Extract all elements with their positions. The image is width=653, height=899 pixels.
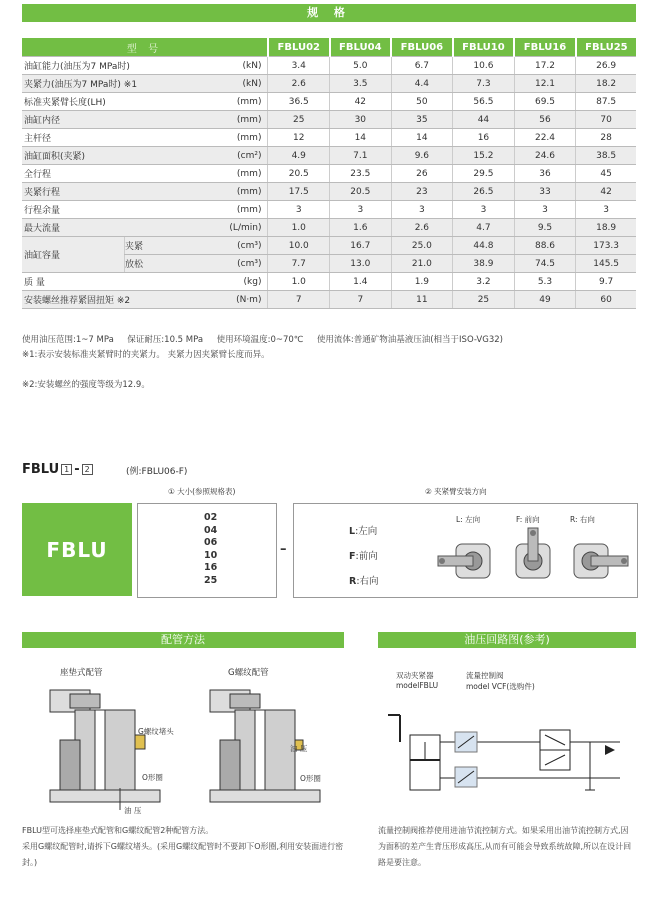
row-unit: (mm)	[185, 201, 268, 219]
table-cell: 2.6	[268, 75, 330, 93]
direction-option: L:左向	[349, 526, 378, 537]
row-label: 全行程	[22, 165, 185, 183]
table-cell: 74.5	[514, 255, 576, 273]
row-unit: (N·m)	[185, 291, 268, 309]
table-cell: 23.5	[330, 165, 392, 183]
row-unit: (mm)	[185, 165, 268, 183]
model-name-box	[22, 503, 132, 596]
table-cell: 29.5	[453, 165, 515, 183]
table-cell: 20.5	[330, 183, 392, 201]
row-label: 主杆径	[22, 129, 185, 147]
table-row	[22, 129, 636, 147]
table-row	[22, 219, 636, 237]
table-cell: 16.7	[330, 237, 392, 255]
model-box-1: 1	[61, 464, 72, 475]
table-cell: 69.5	[514, 93, 576, 111]
size-option: 06	[204, 537, 218, 548]
table-cell: 12	[268, 129, 330, 147]
table-row	[22, 147, 636, 165]
table-row	[22, 57, 636, 75]
table-row	[22, 165, 636, 183]
table-cell: 36.5	[268, 93, 330, 111]
table-cell: 44	[453, 111, 515, 129]
table-cell: 7.1	[330, 147, 392, 165]
table-cell: 3.5	[330, 75, 392, 93]
row-unit: (mm)	[185, 111, 268, 129]
table-cell: 44.8	[453, 237, 515, 255]
clamp-right-icon	[574, 544, 628, 578]
oil-in-label-left: 油 压	[124, 806, 142, 815]
table-cell: 30	[330, 111, 392, 129]
table-cell: 173.3	[576, 237, 636, 255]
table-row	[22, 111, 636, 129]
row-unit: (kg)	[185, 273, 268, 291]
model-code-text: FBLU	[22, 462, 60, 477]
table-cell: 9.6	[391, 147, 453, 165]
table-header-row	[22, 38, 636, 57]
row-unit: (mm)	[185, 129, 268, 147]
table-cell: 16	[453, 129, 515, 147]
piping-right-title: G螺纹配管	[228, 668, 269, 678]
valve-label-2: model VCF(选购件)	[466, 682, 535, 691]
table-cell: 3	[514, 201, 576, 219]
row-unit: (kN)	[185, 57, 268, 75]
row-unit: (kN)	[185, 75, 268, 93]
size-label: ① 大小(参照规格表)	[168, 487, 236, 496]
dir-label: ② 夹紧臂安装方向	[425, 487, 487, 496]
table-cell: 10.0	[268, 237, 330, 255]
row-sublabel: 夹紧	[125, 237, 186, 255]
direction-list	[349, 519, 379, 594]
spec-table	[22, 38, 636, 309]
clamp-front-icon	[516, 528, 550, 578]
direction-box	[293, 503, 638, 598]
table-cell: 35	[391, 111, 453, 129]
table-cell: 4.7	[453, 219, 515, 237]
table-cell: 2.6	[391, 219, 453, 237]
hyphen: –	[280, 542, 287, 557]
piping-left-title: 座垫式配管	[60, 668, 103, 678]
row-label: 油缸容量	[22, 237, 125, 273]
row-label: 夹紧力(油压为7 MPa时) ※1	[22, 75, 185, 93]
table-cell: 70	[576, 111, 636, 129]
table-cell: 145.5	[576, 255, 636, 273]
table-cell: 33	[514, 183, 576, 201]
circuit-title-bar	[378, 632, 636, 648]
table-header-cell: FBLU02	[268, 38, 330, 57]
table-cell: 87.5	[576, 93, 636, 111]
table-cell: 56	[514, 111, 576, 129]
table-cell: 38.9	[453, 255, 515, 273]
table-cell: 25	[453, 291, 515, 309]
table-cell: 17.2	[514, 57, 576, 75]
table-cell: 38.5	[576, 147, 636, 165]
table-cell: 12.1	[514, 75, 576, 93]
table-cell: 50	[391, 93, 453, 111]
row-label: 夹紧行程	[22, 183, 185, 201]
table-header-cell: 型 号	[22, 38, 268, 57]
table-cell: 1.9	[391, 273, 453, 291]
table-cell: 23	[391, 183, 453, 201]
piping-para-2: 采用G螺纹配管时,请拆下G螺纹堵头。(采用G螺纹配管时不要卸下O形圈,利用安装面进行密封。)	[22, 842, 344, 867]
size-option: 25	[204, 574, 218, 586]
clamp-label-1: 双动夹紧器	[396, 671, 434, 680]
piping-para-1: FBLU型可选择座垫式配管和G螺纹配管2种配管方法。	[22, 826, 214, 835]
piping-title-bar	[22, 632, 344, 648]
table-header-cell: FBLU25	[576, 38, 636, 57]
table-cell: 7.7	[268, 255, 330, 273]
row-unit: (mm)	[185, 183, 268, 201]
table-cell: 9.7	[576, 273, 636, 291]
table-cell: 10.6	[453, 57, 515, 75]
table-row	[22, 291, 636, 309]
size-box	[137, 503, 277, 598]
table-cell: 1.4	[330, 273, 392, 291]
table-cell: 17.5	[268, 183, 330, 201]
model-box-2: 2	[82, 464, 93, 475]
dir-icon-label: R: 右向	[570, 515, 595, 524]
note-line-2: ※1:表示安装标准夹紧臂时的夹紧力。 夹紧力因夹紧臂长度而异。	[22, 350, 270, 360]
table-cell: 6.7	[391, 57, 453, 75]
oil-in-label-right: 油 压	[290, 744, 308, 753]
size-option: 16	[204, 562, 218, 573]
size-option: 02	[204, 512, 218, 523]
size-list	[204, 512, 217, 587]
note-line-3: ※2:安装螺丝的强度等级为12.9。	[22, 380, 150, 390]
valve-label-1: 流量控制阀	[466, 671, 504, 680]
table-cell: 18.9	[576, 219, 636, 237]
table-header-cell: FBLU04	[330, 38, 392, 57]
table-cell: 14	[330, 129, 392, 147]
row-unit: (L/min)	[185, 219, 268, 237]
row-label: 油缸面积(夹紧)	[22, 147, 185, 165]
model-dash: -	[74, 462, 80, 477]
table-cell: 3.2	[453, 273, 515, 291]
row-unit: (cm²)	[185, 147, 268, 165]
dir-icon-label: L: 左向	[456, 515, 481, 524]
table-cell: 3	[330, 201, 392, 219]
circuit-diagram	[380, 690, 636, 805]
table-cell: 3	[268, 201, 330, 219]
direction-option: R:右向	[349, 576, 379, 587]
size-option: 10	[204, 549, 218, 561]
circuit-title: 油压回路图(参考)	[464, 633, 550, 646]
table-cell: 88.6	[514, 237, 576, 255]
table-cell: 26	[391, 165, 453, 183]
table-cell: 56.5	[453, 93, 515, 111]
table-cell: 26.5	[453, 183, 515, 201]
table-cell: 45	[576, 165, 636, 183]
table-cell: 4.4	[391, 75, 453, 93]
table-cell: 1.6	[330, 219, 392, 237]
table-row	[22, 273, 636, 291]
table-cell: 7.3	[453, 75, 515, 93]
plug-label: G螺纹堵头	[138, 727, 174, 736]
table-row	[22, 75, 636, 93]
table-header-cell: FBLU10	[453, 38, 515, 57]
table-cell: 20.5	[268, 165, 330, 183]
table-cell: 5.0	[330, 57, 392, 75]
direction-option: F:前向	[349, 551, 378, 562]
table-row	[22, 183, 636, 201]
table-header-cell: FBLU06	[391, 38, 453, 57]
table-row	[22, 201, 636, 219]
table-row	[22, 93, 636, 111]
spec-title: 规 格	[307, 6, 351, 19]
row-unit: (mm)	[185, 93, 268, 111]
table-cell: 1.0	[268, 273, 330, 291]
row-label: 标准夹紧臂长度(LH)	[22, 93, 185, 111]
dir-icons	[434, 526, 634, 592]
row-label: 行程余量	[22, 201, 185, 219]
table-cell: 26.9	[576, 57, 636, 75]
table-cell: 7	[330, 291, 392, 309]
table-cell: 1.0	[268, 219, 330, 237]
clamp-left-icon	[438, 544, 490, 578]
table-cell: 60	[576, 291, 636, 309]
note-line-1: 使用油压范围:1~7 MPa 保证耐压:10.5 MPa 使用环境温度:0~70℃ 使用流体:普通矿物油基液压油(相当于ISO-VG32)	[22, 335, 503, 345]
table-cell: 14	[391, 129, 453, 147]
table-cell: 42	[330, 93, 392, 111]
row-label: 最大流量	[22, 219, 185, 237]
clamp-seat-drawing	[50, 690, 160, 810]
table-cell: 9.5	[514, 219, 576, 237]
piping-title: 配管方法	[161, 633, 205, 646]
table-row	[22, 237, 636, 255]
model-code	[22, 462, 93, 477]
row-label: 油缸内径	[22, 111, 185, 129]
clamp-label-2: modelFBLU	[396, 681, 439, 690]
table-cell: 22.4	[514, 129, 576, 147]
table-cell: 11	[391, 291, 453, 309]
table-cell: 24.6	[514, 147, 576, 165]
oring-label-left: O形圈	[142, 773, 163, 782]
model-example: (例:FBLU06-F)	[126, 467, 188, 477]
row-label: 质 量	[22, 273, 185, 291]
table-cell: 42	[576, 183, 636, 201]
table-cell: 36	[514, 165, 576, 183]
table-cell: 25	[268, 111, 330, 129]
oring-label-right: O形圈	[300, 774, 321, 783]
table-cell: 3.4	[268, 57, 330, 75]
size-option: 04	[204, 524, 218, 536]
table-cell: 3	[453, 201, 515, 219]
model-name: FBLU	[46, 537, 108, 562]
table-cell: 28	[576, 129, 636, 147]
table-cell: 15.2	[453, 147, 515, 165]
row-unit: (cm³)	[185, 255, 268, 273]
table-cell: 5.3	[514, 273, 576, 291]
table-cell: 49	[514, 291, 576, 309]
table-cell: 7	[268, 291, 330, 309]
table-cell: 4.9	[268, 147, 330, 165]
table-cell: 13.0	[330, 255, 392, 273]
piping-drawing	[40, 680, 330, 815]
table-cell: 21.0	[391, 255, 453, 273]
table-cell: 3	[391, 201, 453, 219]
row-unit: (cm³)	[185, 237, 268, 255]
row-sublabel: 放松	[125, 255, 186, 273]
table-cell: 25.0	[391, 237, 453, 255]
row-label: 油缸能力(油压为7 MPa时)	[22, 57, 185, 75]
table-cell: 3	[576, 201, 636, 219]
circuit-para: 流量控制阀推荐使用进油节流控制方式。如果采用出油节流控制方式,因为面积的差产生背压形成高压,从而有可能会导致系统故障,所以在设计回路是要注意。	[378, 826, 632, 867]
row-label: 安装螺丝推荐紧固扭矩 ※2	[22, 291, 185, 309]
dir-icon-label: F: 前向	[516, 515, 540, 524]
table-header-cell: FBLU16	[514, 38, 576, 57]
spec-title-bar	[22, 4, 636, 22]
table-cell: 18.2	[576, 75, 636, 93]
